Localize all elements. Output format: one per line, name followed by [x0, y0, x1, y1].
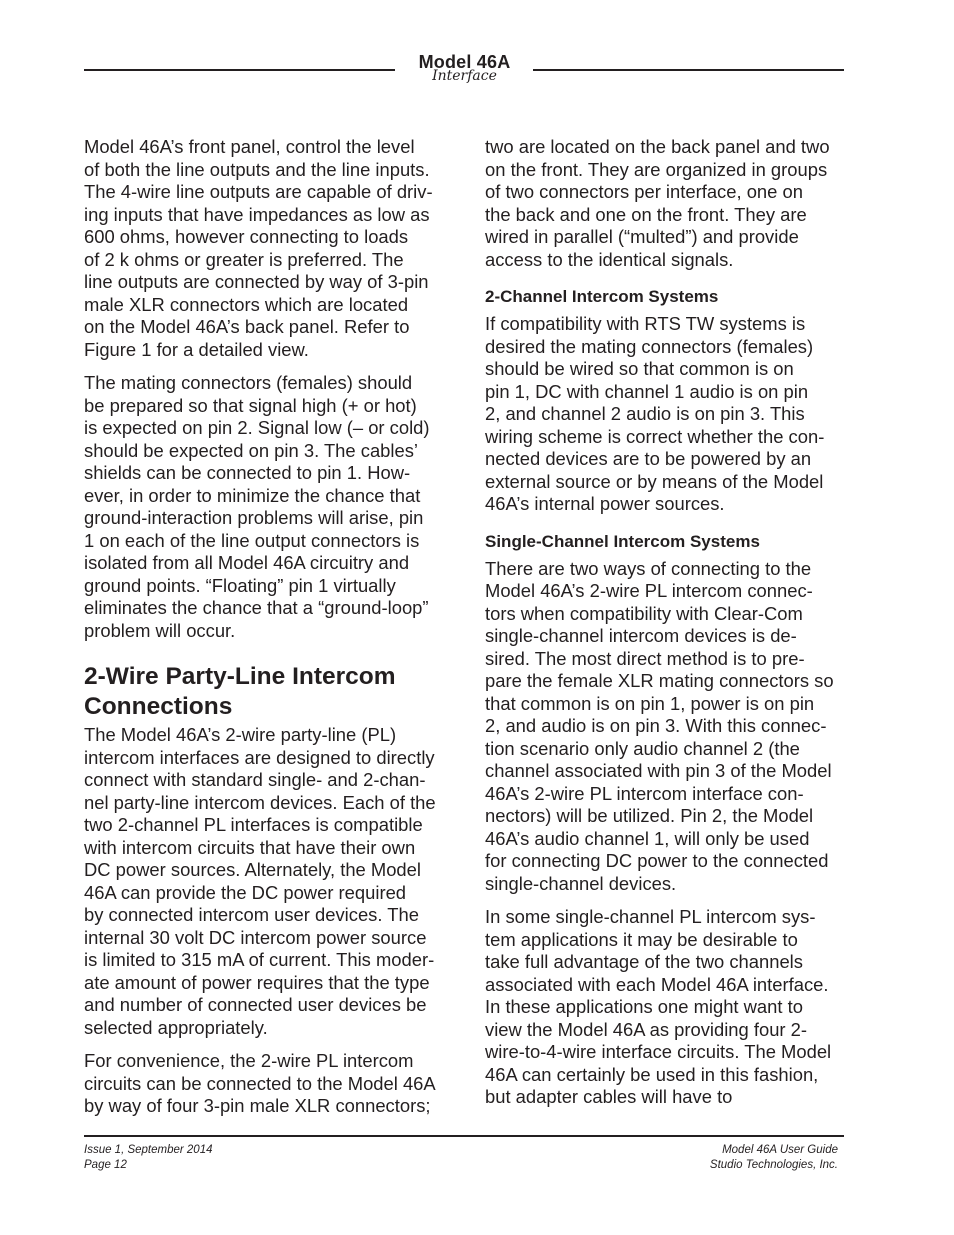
paragraph: Model 46A’s front panel, control the level of both the line outputs and the line inputs. The 4-wire line outputs are capable of driv- ing inputs that have impedances as low as 600 ohms, however connecting to loads of 2 k ohms or greater is preferred. The line outputs are connected by way of 3-pin male XLR connectors which are located on the Model 46A’s back panel. Refer to Figure 1 for a detailed view.	[84, 136, 433, 360]
paragraph: The Model 46A’s 2-wire party-line (PL) intercom interfaces are designed to directly connect with standard single- and 2-chan- nel party-line intercom devices. Each of the two 2-channel PL interfaces is compatible with intercom circuits that have their own DC power sources. Alternately, the Model 46A can provide the DC power required by connected intercom user devices. The internal 30 volt DC intercom power source is limited to 315 mA of current. This moder- ate amount of power requires that the type and number of connected user devices be selected appropriately.	[84, 724, 436, 1038]
masthead-logo	[396, 52, 533, 83]
paragraph: There are two ways of connecting to the Model 46A’s 2-wire PL intercom connec- tors when compatibility with Clear-Com single-channel intercom devices is de- sired. The most direct method is to pre- pare the female XLR mating connectors so that common is on pin 1, power is on pin 2, and audio is on pin 3. With this connec- tion scenario only audio channel 2 (the channel associated with pin 3 of the Model 46A’s 2-wire PL intercom interface con- nectors) will be utilized. Pin 2, the Model 46A’s audio channel 1, will only be used for connecting DC power to the connected single-channel devices.	[485, 557, 834, 894]
paragraph: The mating connectors (females) should be prepared so that signal high (+ or hot) is expected on pin 2. Signal low (– or cold) should be expected on pin 3. The cables’ shields can be connected to pin 1. How- ever, in order to minimize the chance that ground-interaction problems will arise, pin 1 on each of the line output connectors is isolated from all Model 46A circuitry and ground points. “Floating” pin 1 virtually eliminates the chance that a “ground-loop” problem will occur.	[84, 372, 430, 641]
footer-page-number: Page 12	[84, 1159, 127, 1171]
header-rule-right	[533, 69, 844, 71]
left-column	[84, 136, 448, 1118]
footer-guide-title: Model 46A User Guide	[722, 1144, 838, 1156]
footer-issue: Issue 1, September 2014	[84, 1144, 213, 1156]
section-heading: 2-Wire Party-Line Intercom Connections	[84, 663, 396, 720]
paragraph: two are located on the back panel and two on the front. They are organized in groups of two connectors per interface, one on the back and one on the front. They are wired in parallel (“multed”) and provide access to the identical signals.	[485, 136, 830, 270]
paragraph: If compatibility with RTS TW systems is desired the mating connectors (females) should be wired so that common is on pin 1, DC with channel 1 audio is on pin 2, and channel 2 audio is on pin 3. This wiring scheme is correct whether the con- nected devices are to be powered by an external source or by means of the Model 46A’s internal power sources.	[485, 313, 825, 514]
footer-left	[84, 1143, 213, 1173]
footer-right	[710, 1143, 838, 1173]
footer-company: Studio Technologies, Inc.	[709, 1159, 838, 1171]
subsection-heading: Single-Channel Intercom Systems	[485, 531, 760, 551]
paragraph: In some single-channel PL intercom sys- tem applications it may be desirable to take full advantage of the two channels associated with each Model 46A interface. In these applications one might want to view the Model 46A as providing four 2- wire-to-4-wire interface circuits. The Model 46A can certainly be used in this fashion, but adapter cables will have to	[485, 906, 832, 1107]
paragraph: For convenience, the 2-wire PL intercom circuits can be connected to the Model 46A by way of four 3-pin male XLR connectors;	[84, 1050, 436, 1116]
footer-rule	[84, 1135, 844, 1137]
masthead-subtitle: Interface	[432, 68, 497, 84]
right-column	[485, 136, 845, 1109]
header-rule-left	[84, 69, 395, 71]
masthead-model: Model 46A	[418, 52, 511, 72]
subsection-heading: 2-Channel Intercom Systems	[485, 287, 719, 306]
